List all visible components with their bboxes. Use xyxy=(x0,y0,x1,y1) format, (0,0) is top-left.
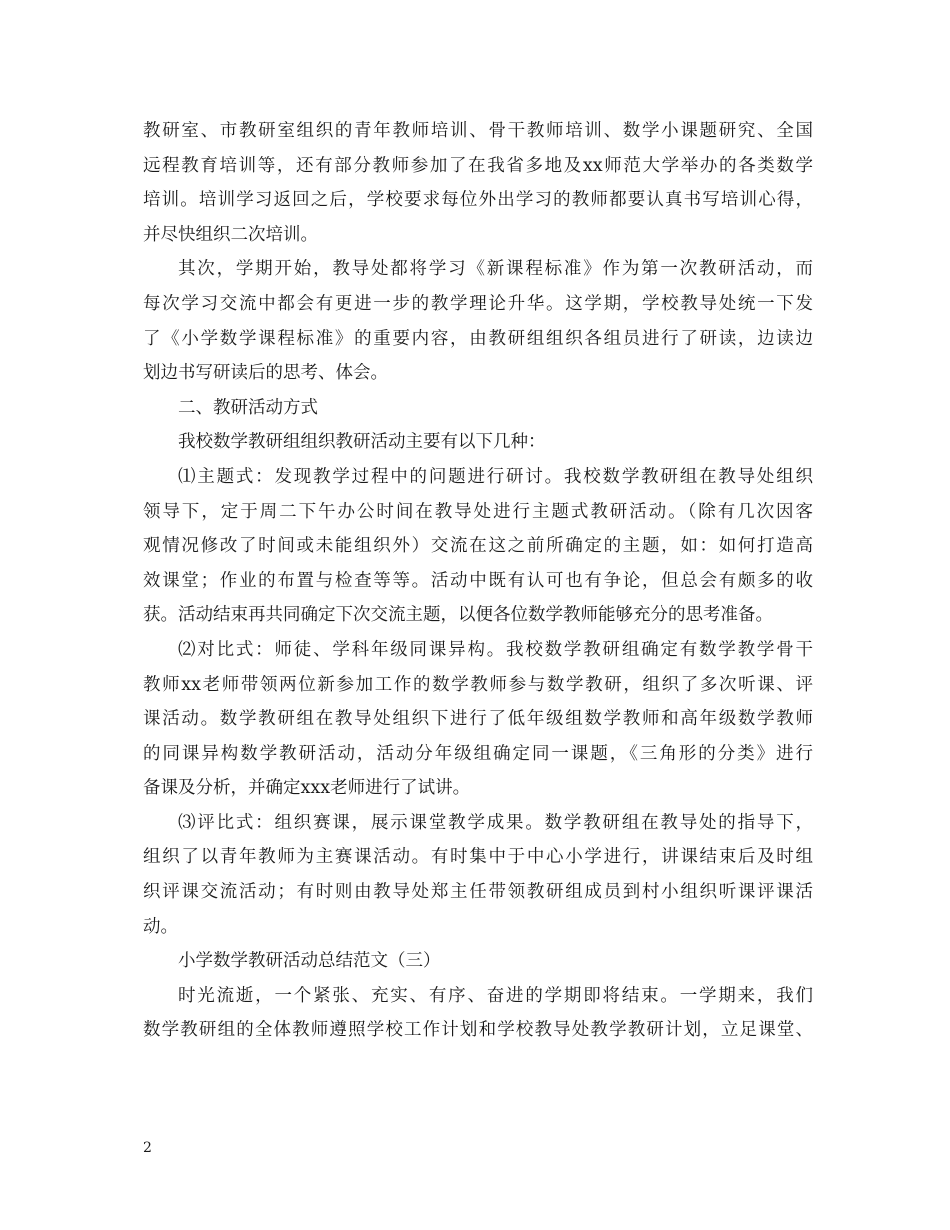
text-line: 备课及分析，并确定xxx老师进行了试讲。 xyxy=(143,778,471,799)
text-line: 教研室、市教研室组织的青年教师培训、骨干教师培训、数学小课题研究、全国 xyxy=(143,121,813,141)
text-line: 培训。培训学习返回之后，学校要求每位外出学习的教师都要认真书写培训心得， xyxy=(143,190,813,211)
text-line: 其次，学期开始，教导处都将学习《新课程标准》作为第一次教研活动，而 xyxy=(178,259,813,280)
text-line: 课活动。数学教研组在教导处组织下进行了低年级组数学教师和高年级数学教师 xyxy=(143,709,813,730)
text-line: 的同课异构数学教研活动，活动分年级组确定同一课题，《三角形的分类》进行 xyxy=(143,743,813,764)
text-line: 并尽快组织二次培训。 xyxy=(143,224,318,245)
text-line: 动。 xyxy=(143,916,178,937)
text-line: 划边书写研读后的思考、体会。 xyxy=(143,363,388,384)
text-line: 二、教研活动方式 xyxy=(178,397,318,418)
document-body xyxy=(143,114,813,1048)
text-line: 领导下，定于周二下午办公时间在教导处进行主题式教研活动。（除有几次因客 xyxy=(143,501,813,522)
text-line: ⑶评比式：组织赛课，展示课堂教学成果。数学教研组在教导处的指导下， xyxy=(178,812,813,833)
page-number: 2 xyxy=(143,1140,152,1156)
text-line: 我校数学教研组组织教研活动主要有以下几种： xyxy=(178,432,546,453)
text-line: 效课堂；作业的布置与检查等等。活动中既有认可也有争论，但总会有颇多的收 xyxy=(143,570,813,591)
text-line: 获。活动结束再共同确定下次交流主题，以便各位数学教师能够充分的思考准备。 xyxy=(143,605,773,626)
text-line: 数学教研组的全体教师遵照学校工作计划和学校教导处教学教研计划，立足课堂、 xyxy=(143,1020,813,1041)
text-line: ⑴主题式：发现教学过程中的问题进行研讨。我校数学教研组在教导处组织 xyxy=(178,466,813,487)
text-line: 组织了以青年教师为主赛课活动。有时集中于中心小学进行，讲课结束后及时组 xyxy=(143,847,813,868)
text-line: ⑵对比式：师徒、学科年级同课异构。我校数学教研组确定有数学教学骨干 xyxy=(178,639,813,660)
text-line: 织评课交流活动；有时则由教导处郑主任带领教研组成员到村小组织听课评课活 xyxy=(143,882,813,903)
text-line: 时光流逝，一个紧张、充实、有序、奋进的学期即将结束。一学期来，我们 xyxy=(178,985,813,1006)
text-line: 观情况修改了时间或未能组织外）交流在这之前所确定的主题，如：如何打造高 xyxy=(143,536,813,557)
text-line: 了《小学数学课程标准》的重要内容，由教研组组织各组员进行了研读，边读边 xyxy=(143,328,813,349)
text-line: 远程教育培训等，还有部分教师参加了在我省多地及xx师范大学举办的各类数学 xyxy=(143,155,813,176)
text-line: 教师xx老师带领两位新参加工作的数学教师参与数学教研，组织了多次听课、评 xyxy=(143,674,813,695)
text-line: 小学数学教研活动总结范文（三） xyxy=(178,951,441,972)
text-line: 每次学习交流中都会有更进一步的教学理论升华。这学期，学校教导处统一下发 xyxy=(143,293,813,314)
